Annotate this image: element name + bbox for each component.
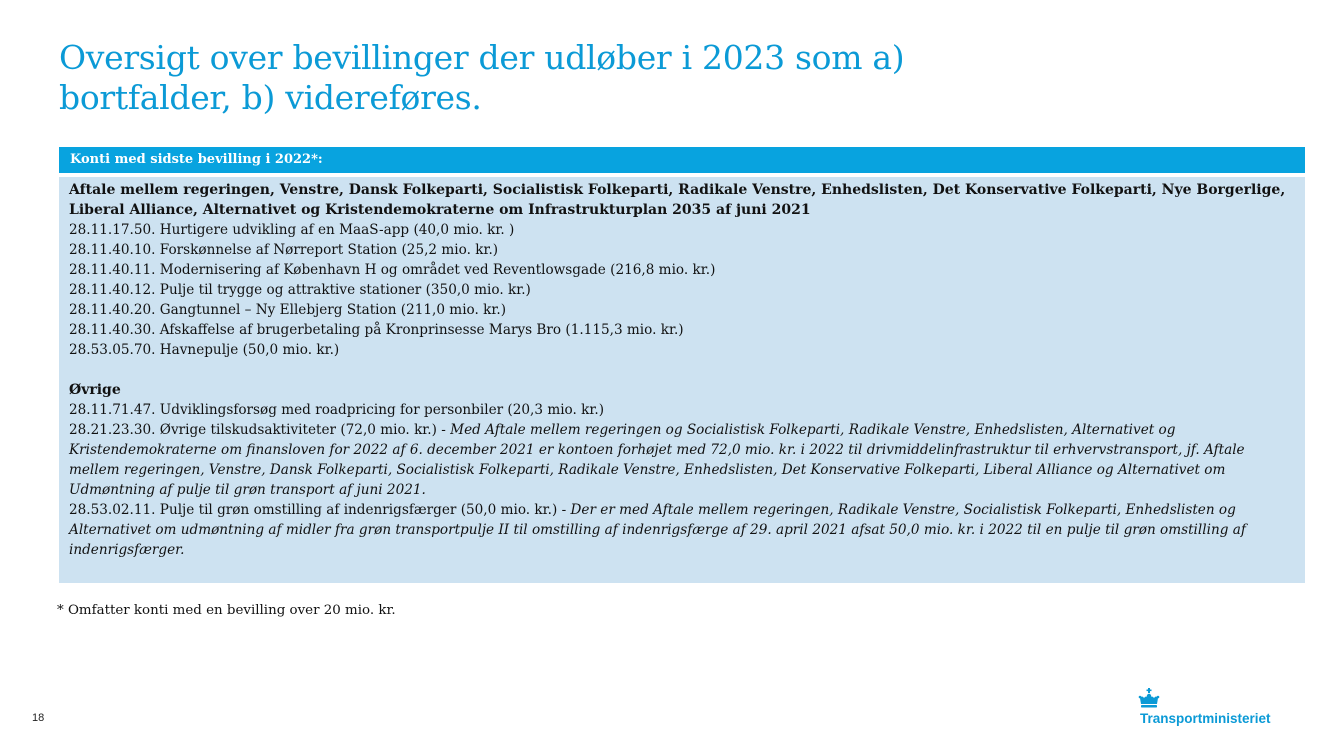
ministry-logo xyxy=(1138,688,1308,732)
page-title xyxy=(59,38,1059,118)
list-item: 28.53.05.70. Havnepulje (50,0 mio. kr.) xyxy=(69,342,340,358)
page-number: 18 xyxy=(32,712,45,724)
box-body xyxy=(59,177,1305,583)
item-note: Der er med Aftale mellem regeringen, Radikale Venstre, Socialistisk Folkeparti, Enhedslisten og Alternativet om udmøntning af midler fra grøn transportpulje II til omstilling af indenrigsfærge af 29. april 2021 afsat 50,0 mio. kr. i 2022 til en pulje til grøn omstilling af indenrigsfærger. xyxy=(69,502,1246,558)
list-item: 28.11.40.11. Modernisering af København H og området ved Reventlowsgade (216,8 mio. kr.) xyxy=(69,262,716,278)
logo-text: Transportministeriet xyxy=(1140,711,1271,726)
page-title-line-2: bortfalder, b) videreføres. xyxy=(59,78,482,117)
box-header: Konti med sidste bevilling i 2022*: xyxy=(59,147,1305,173)
item-text: 28.21.23.30. Øvrige tilskudsaktiviteter (72,0 mio. kr.) - xyxy=(69,422,451,438)
list-item: 28.11.40.12. Pulje til trygge og attraktive stationer (350,0 mio. kr.) xyxy=(69,282,531,298)
list-item: 28.11.40.10. Forskønnelse af Nørreport Station (25,2 mio. kr.) xyxy=(69,242,499,258)
item-note: Med Aftale mellem regeringen og Socialistisk Folkeparti, Radikale Venstre, Enhedslisten, Alternativet og Kristendemokraterne om finansloven for 2022 af 6. december 2021 er kontoen forhøjet med 72,0 mio. kr. i 2022 til drivmiddelinfrastruktur til erhvervstransport, jf. Aftale mellem regeringen, Venstre, Dansk Folkeparti, Socialistisk Folkeparti, Radikale Venstre, Enhedslisten, Det Konservative Folkeparti, Liberal Alliance og Alternativet om Udmøntning af pulje til grøn transport af juni 2021. xyxy=(69,422,1245,498)
page-title-line-1: Oversigt over bevillinger der udløber i 2023 som a) xyxy=(59,38,905,77)
item-text: 28.53.02.11. Pulje til grøn omstilling af indenrigsfærger (50,0 mio. kr.) - xyxy=(69,502,571,518)
list-item-with-note xyxy=(69,420,1297,500)
footnote: * Omfatter konti med en bevilling over 20 mio. kr. xyxy=(57,603,396,618)
list-item: 28.11.17.50. Hurtigere udvikling af en MaaS-app (40,0 mio. kr. ) xyxy=(69,222,515,238)
list-item-with-note xyxy=(69,500,1297,560)
list-item: 28.11.71.47. Udviklingsforsøg med roadpricing for personbiler (20,3 mio. kr.) xyxy=(69,402,605,418)
section-1-heading: Aftale mellem regeringen, Venstre, Dansk Folkeparti, Socialistisk Folkeparti, Radikale Venstre, Enhedslisten, Det Konservative Folkeparti, Nye Borgerlige, Liberal Alliance, Alternativet og Kristendemokraterne om Infrastrukturplan 2035 af juni 2021 xyxy=(69,182,1286,218)
list-item: 28.11.40.30. Afskaffelse af brugerbetaling på Kronprinsesse Marys Bro (1.115,3 mio. kr.) xyxy=(69,322,684,338)
section-2-heading: Øvrige xyxy=(69,382,121,398)
crown-icon xyxy=(1138,688,1160,710)
section-spacer xyxy=(69,360,1297,380)
list-item: 28.11.40.20. Gangtunnel – Ny Ellebjerg Station (211,0 mio. kr.) xyxy=(69,302,506,318)
